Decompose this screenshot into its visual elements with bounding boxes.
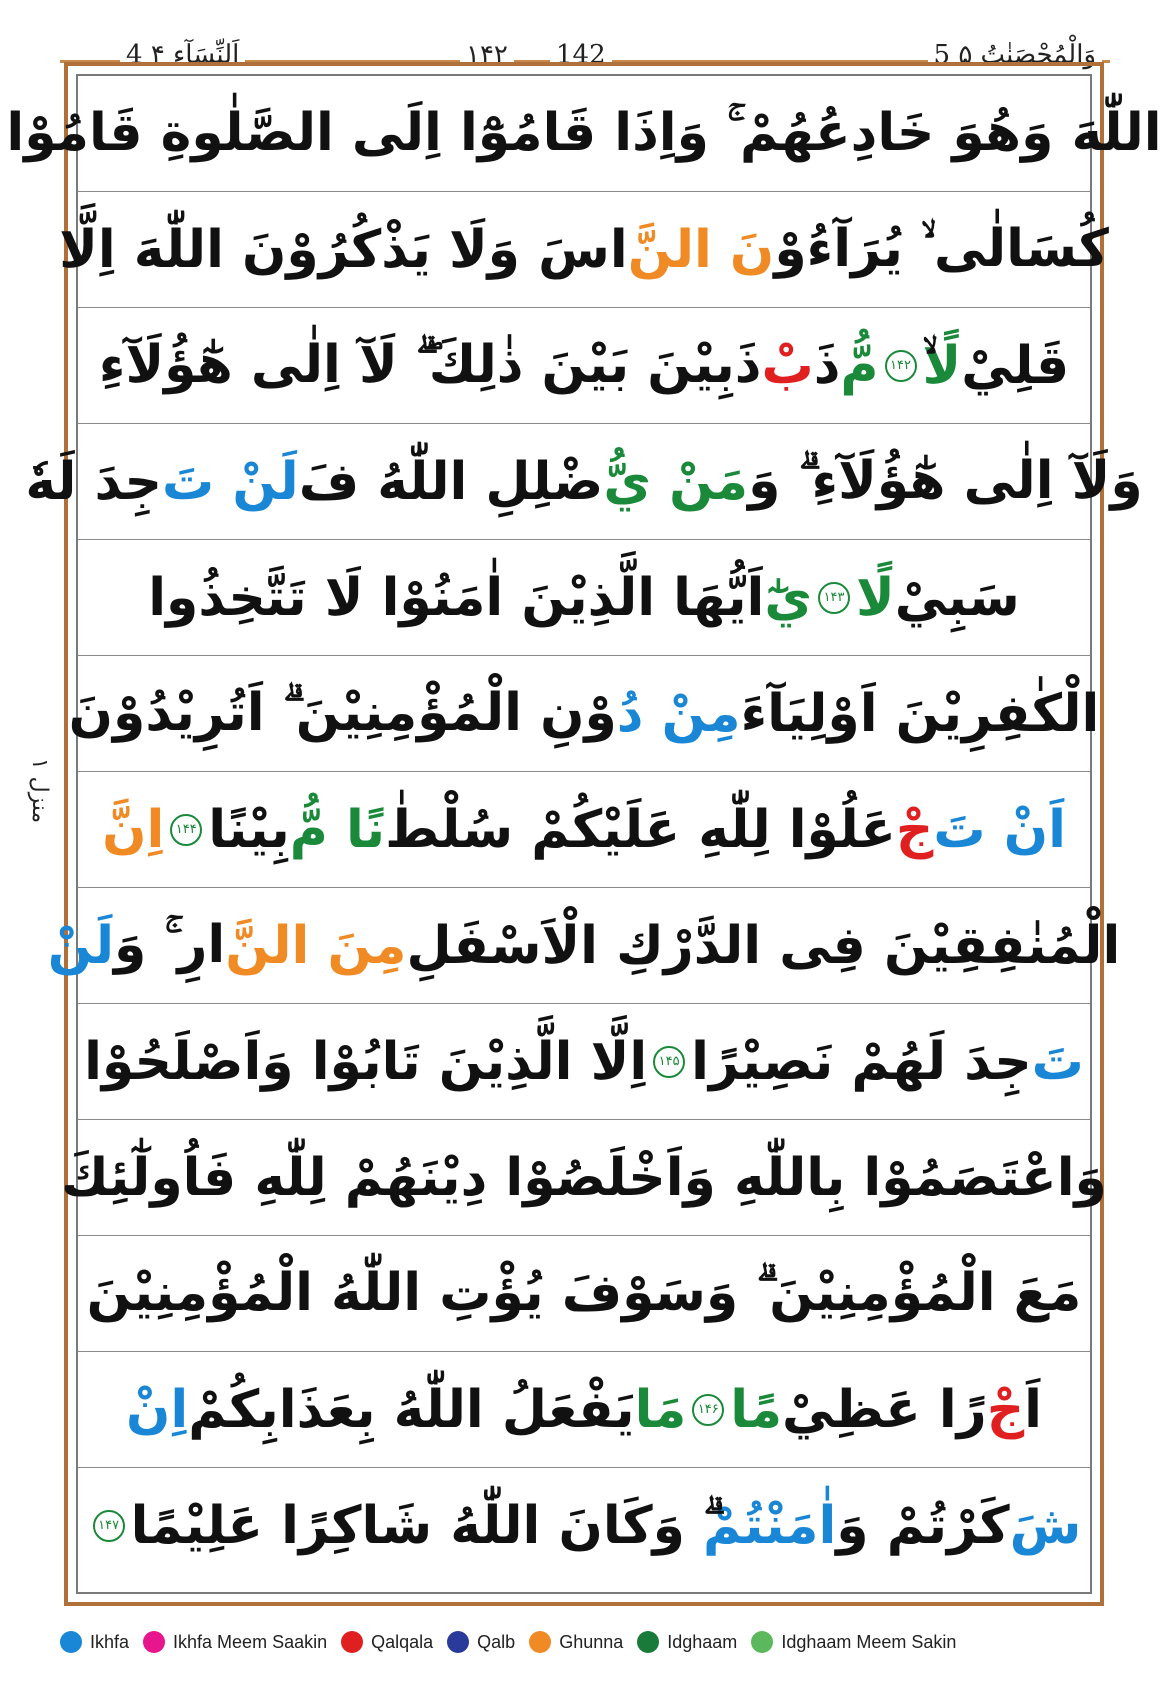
text-line <box>78 772 1090 888</box>
legend-label: Ghunna <box>559 1631 624 1652</box>
legend-item <box>447 1631 515 1653</box>
text-segment: جْ <box>986 1379 1025 1440</box>
text-segment: رًا عَظِيْ <box>782 1379 987 1440</box>
legend-item <box>60 1631 129 1653</box>
ayah-number-marker: ۱۴۷ <box>93 1510 125 1542</box>
text-segment: لًا <box>922 335 962 396</box>
legend-color-dot <box>143 1631 165 1653</box>
text-segment: لَنْ تَ <box>162 451 299 512</box>
manzil-label <box>18 730 62 850</box>
text-segment: كَرْتُمْ وَ <box>836 1496 1010 1556</box>
legend-color-dot <box>341 1631 363 1653</box>
text-segment: مَعَ الْمُؤْمِنِيْنَ ۗ وَسَوْفَ يُؤْتِ اللّٰهُ الْمُؤْمِنِيْنَ <box>86 1263 1082 1323</box>
text-segment: ذَبِيْنَ بَيْنَ ذٰلِكَ ۖۗ لَآ اِلٰى هٰٓؤُلَآءِ <box>98 335 762 395</box>
text-segment: كُسَالٰى ۙ يُرَآءُوْ <box>774 219 1109 279</box>
text-segment: يٰٓ <box>764 567 813 628</box>
text-segment: اِلَّا الَّذِيْنَ تَابُوْا وَاَصْلَحُوْا <box>84 1031 648 1092</box>
text-segment: ضْلِلِ اللّٰهُ فَ <box>298 451 604 512</box>
text-segment: جْ <box>895 799 934 860</box>
text-line <box>78 1468 1090 1584</box>
legend-item <box>143 1631 327 1653</box>
text-segment: اللّٰهَ وَهُوَ خَادِعُهُمْ ۚ وَاِذَا قَامُوْٓا اِلَى الصَّلٰوةِ قَامُوْا <box>6 103 1162 163</box>
text-segment: لَنْ <box>47 915 115 976</box>
legend-color-dot <box>529 1631 551 1653</box>
text-line <box>78 1352 1090 1468</box>
legend-color-dot <box>60 1631 82 1653</box>
text-segment: اِنَّ <box>102 799 165 860</box>
page-number-latin: 142 <box>550 40 612 70</box>
text-segment: اِنْ <box>126 1379 189 1440</box>
legend-label: Qalqala <box>371 1631 434 1652</box>
text-line <box>61 1120 1107 1236</box>
page-number-arabic: ۱۴۲ <box>460 40 514 70</box>
ayah-number-marker: ۱۴۵ <box>653 1046 685 1078</box>
ayah-number-marker: ۱۴۴ <box>170 814 202 846</box>
legend-item <box>341 1631 433 1653</box>
text-segment: الْمُنٰفِقِيْنَ فِى الدَّرْكِ الْاَسْفَلِ <box>406 915 1121 976</box>
text-line <box>78 308 1090 424</box>
legend-label: Idghaam Meem Sakin <box>781 1631 957 1652</box>
text-segment: مَنْ يُّ <box>603 451 749 512</box>
text-segment: تَ <box>1031 1031 1084 1092</box>
text-line <box>68 656 1100 772</box>
text-line <box>59 192 1109 308</box>
text-segment: نًا مُّ <box>289 799 386 860</box>
ayah-number-marker: ۱۴۳ <box>818 582 850 614</box>
text-line <box>78 1236 1090 1352</box>
text-segment: بْ <box>761 335 814 396</box>
text-segment: مَا <box>634 1379 687 1440</box>
text-segment: مًا <box>730 1379 783 1440</box>
text-segment: لًا <box>856 567 895 628</box>
manzil-text: منزل ۱ <box>27 757 53 823</box>
legend-label: Ikhfa Meem Saakin <box>173 1631 328 1652</box>
text-line <box>47 888 1121 1004</box>
text-segment: يَفْعَلُ اللّٰهُ بِعَذَابِكُمْ <box>188 1379 635 1440</box>
text-segment: وَلَآ اِلٰى هٰٓؤُلَآءِ ۗ وَ <box>748 451 1143 511</box>
ayah-number-marker: ۱۴۶ <box>692 1394 724 1426</box>
legend-color-dot <box>751 1631 773 1653</box>
text-segment: مِنَ النَّ <box>225 915 407 976</box>
text-line <box>78 540 1090 656</box>
text-segment: اسَ وَلَا يَذْكُرُوْنَ اللّٰهَ اِلَّا <box>59 219 628 280</box>
legend-color-dot <box>637 1631 659 1653</box>
legend-item <box>751 1631 956 1653</box>
legend-item <box>637 1631 737 1653</box>
text-segment: وَاعْتَصَمُوْا بِاللّٰهِ وَاَخْلَصُوْا دِيْنَهُمْ لِلّٰهِ فَاُولٰٓئِكَ <box>61 1147 1107 1208</box>
text-segment: نَ النَّ <box>627 219 775 280</box>
text-segment: جِدَ لَهُمْ نَصِيْرًا <box>691 1031 1032 1092</box>
text-segment: ۗ وَكَانَ اللّٰهُ شَاكِرًا عَلِيْمًا <box>130 1495 704 1556</box>
text-segment: الْكٰفِرِيْنَ اَوْلِيَآءَ <box>740 683 1100 744</box>
ayah-number-marker: ۱۴۲ <box>885 350 917 382</box>
tajweed-legend <box>60 1622 1120 1662</box>
legend-label: Ikhfa <box>90 1631 130 1652</box>
legend-color-dot <box>447 1631 469 1653</box>
text-segment: شَ <box>1009 1496 1082 1556</box>
text-segment: اَ <box>1024 1379 1042 1440</box>
surah-label: 4 اَلنِّسَآء ۴ <box>120 40 245 70</box>
text-segment: قَلِيْ <box>961 335 1070 396</box>
text-segment: سَبِيْ <box>894 567 1020 628</box>
text-segment: ذَ <box>813 335 841 396</box>
text-segment: ارِ ۚ وَ <box>114 915 226 975</box>
text-line <box>25 424 1143 540</box>
text-segment: عَلُوْا لِلّٰهِ عَلَيْكُمْ سُلْطٰ <box>385 799 896 860</box>
text-line <box>78 1004 1090 1120</box>
text-segment: مِنْ دُ <box>616 683 741 744</box>
legend-label: Idghaam <box>667 1631 738 1652</box>
legend-label: Qalb <box>477 1631 516 1652</box>
text-segment: جِدَ لَهٗ <box>25 451 162 512</box>
legend-item <box>529 1631 623 1653</box>
text-segment: مُّ <box>840 335 879 396</box>
text-segment: اَنْ تَ <box>933 799 1066 860</box>
text-segment: اٰمَنْتُمْ <box>703 1496 837 1556</box>
juz-label: 5 وَالْمُحْصَنٰتُ ۵ <box>928 40 1102 70</box>
text-line <box>6 76 1162 192</box>
text-segment: اَيُّهَا الَّذِيْنَ اٰمَنُوْا لَا تَتَّخِذُوا <box>148 567 765 628</box>
text-segment: بِيْنًا <box>208 799 290 860</box>
text-segment: وْنِ الْمُؤْمِنِيْنَ ۗ اَتُرِيْدُوْنَ <box>68 683 617 743</box>
